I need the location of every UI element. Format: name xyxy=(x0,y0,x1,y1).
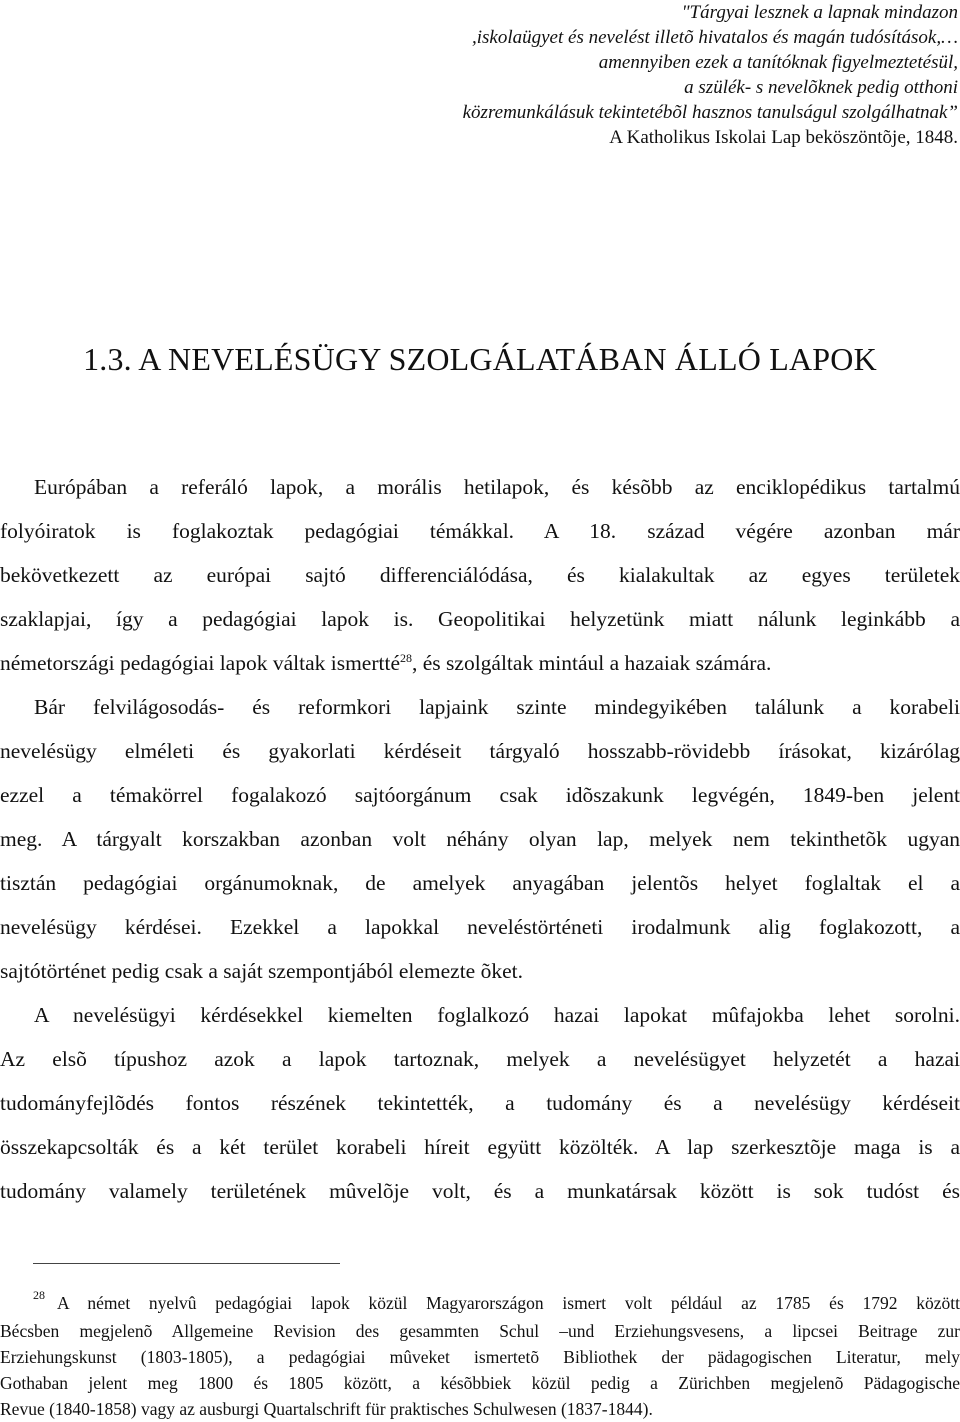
text-line: Az elsõ típushoz azok a lapok tartoznak, melyek a nevelésügyet helyzetét a hazai xyxy=(0,1047,960,1071)
epigraph xyxy=(18,0,958,150)
paragraph-3 xyxy=(0,993,960,1213)
text-line: nevelésügy kérdései. Ezekkel a lapokkal neveléstörténeti irodalmunk alig foglakozott, a xyxy=(0,915,960,939)
footnote-line: Erziehungskunst (1803-1805), a pedagógiai mûveket ismertetõ Bibliothek der pädagogischen Literatur, mely xyxy=(0,1347,960,1367)
footnote-line xyxy=(0,1290,960,1318)
text-line: A nevelésügyi kérdésekkel kiemelten foglalkozó hazai lapokat mûfajokba lehet sorolni. xyxy=(34,1003,960,1027)
text-line: Bár felvilágosodás- és reformkori lapjaink szinte mindegyikében találunk a korabeli xyxy=(34,695,960,719)
paragraph-1 xyxy=(0,465,960,685)
footnote-text: A német nyelvû pedagógiai lapok közül Magyarországon ismert volt például az 1785 és 1792 között xyxy=(57,1293,960,1313)
footnote-separator xyxy=(33,1263,340,1264)
text-line xyxy=(0,641,960,685)
section-heading: 1.3. A NEVELÉSÜGY SZOLGÁLATÁBAN ÁLLÓ LAPOK xyxy=(83,341,877,378)
text-line: nevelésügy elméleti és gyakorlati kérdéseit tárgyaló hosszabb-rövidebb írásokat, kizárólag xyxy=(0,739,960,763)
text-line: tudomány valamely területének mûvelõje volt, és a munkatársak között is sok tudóst és xyxy=(0,1179,960,1203)
text-line: meg. A tárgyalt korszakban azonban volt néhány olyan lap, melyek nem tekinthetõk ugyan xyxy=(0,827,960,851)
text-segment: , és szolgáltak mintául a hazaiak számára. xyxy=(412,651,772,675)
text-line: ezzel a témakörrel fogalakozó sajtóorgánum csak idõszakunk legvégén, 1849-ben jelent xyxy=(0,783,960,807)
text-line: összekapcsolták és a két terület korabeli híreit együtt közölték. A lap szerkesztõje maga is a xyxy=(0,1135,960,1159)
text-line: bekövetkezett az európai sajtó differenciálódása, és kialakultak az egyes területek xyxy=(0,563,960,587)
text-line: tudományfejlõdés fontos részének tekintették, a tudomány és a nevelésügy kérdéseit xyxy=(0,1091,960,1115)
epigraph-line: amennyiben ezek a tanítóknak figyelmeztetésül, xyxy=(598,52,958,73)
body-text xyxy=(0,465,960,1213)
footnote-line: Bécsben megjelenõ Allgemeine Revision des gesammten Schul –und Erziehungsvesens, a lipcsei Beitrage zur xyxy=(0,1321,960,1341)
epigraph-attribution: A Katholikus Iskolai Lap beköszöntõje, 1848. xyxy=(609,127,958,148)
text-line: tisztán pedagógiai orgánumoknak, de amelyek anyagában jelentõs helyet foglaltak el a xyxy=(0,871,960,895)
footnote-reference: 28 xyxy=(400,650,412,665)
epigraph-line: "Tárgyai lesznek a lapnak mindazon xyxy=(681,2,958,23)
footnote-line: Revue (1840-1858) vagy az ausburgi Quartalschrift für praktisches Schulwesen (1837-1844). xyxy=(0,1399,653,1419)
footnote-number: 28 xyxy=(33,1288,45,1302)
footnote xyxy=(0,1290,960,1422)
footnote-line: Gothaban jelent meg 1800 és 1805 között, a késõbbiek közül pedig a Zürichben megjelenõ Pädagogische xyxy=(0,1373,960,1393)
text-line: folyóiratok is foglakoztak pedagógiai témákkal. A 18. század végére azonban már xyxy=(0,519,960,543)
epigraph-line: közremunkálásuk tekintetébõl hasznos tanulságul szolgálhatnak” xyxy=(462,102,958,123)
text-line: Európában a referáló lapok, a morális hetilapok, és késõbb az enciklopédikus tartalmú xyxy=(34,475,960,499)
text-segment: németországi pedagógiai lapok váltak ismertté xyxy=(0,651,400,675)
epigraph-line: ,iskolaügyet és nevelést illetõ hivatalos és magán tudósítások,… xyxy=(471,27,958,48)
text-line: sajtótörténet pedig csak a saját szempontjából elemezte õket. xyxy=(0,959,523,983)
paragraph-2 xyxy=(0,685,960,993)
text-line: szaklapjai, így a pedagógiai lapok is. Geopolitikai helyzetünk miatt nálunk leginkább a xyxy=(0,607,960,631)
epigraph-line: a szülék- s nevelõknek pedig otthoni xyxy=(684,77,958,98)
